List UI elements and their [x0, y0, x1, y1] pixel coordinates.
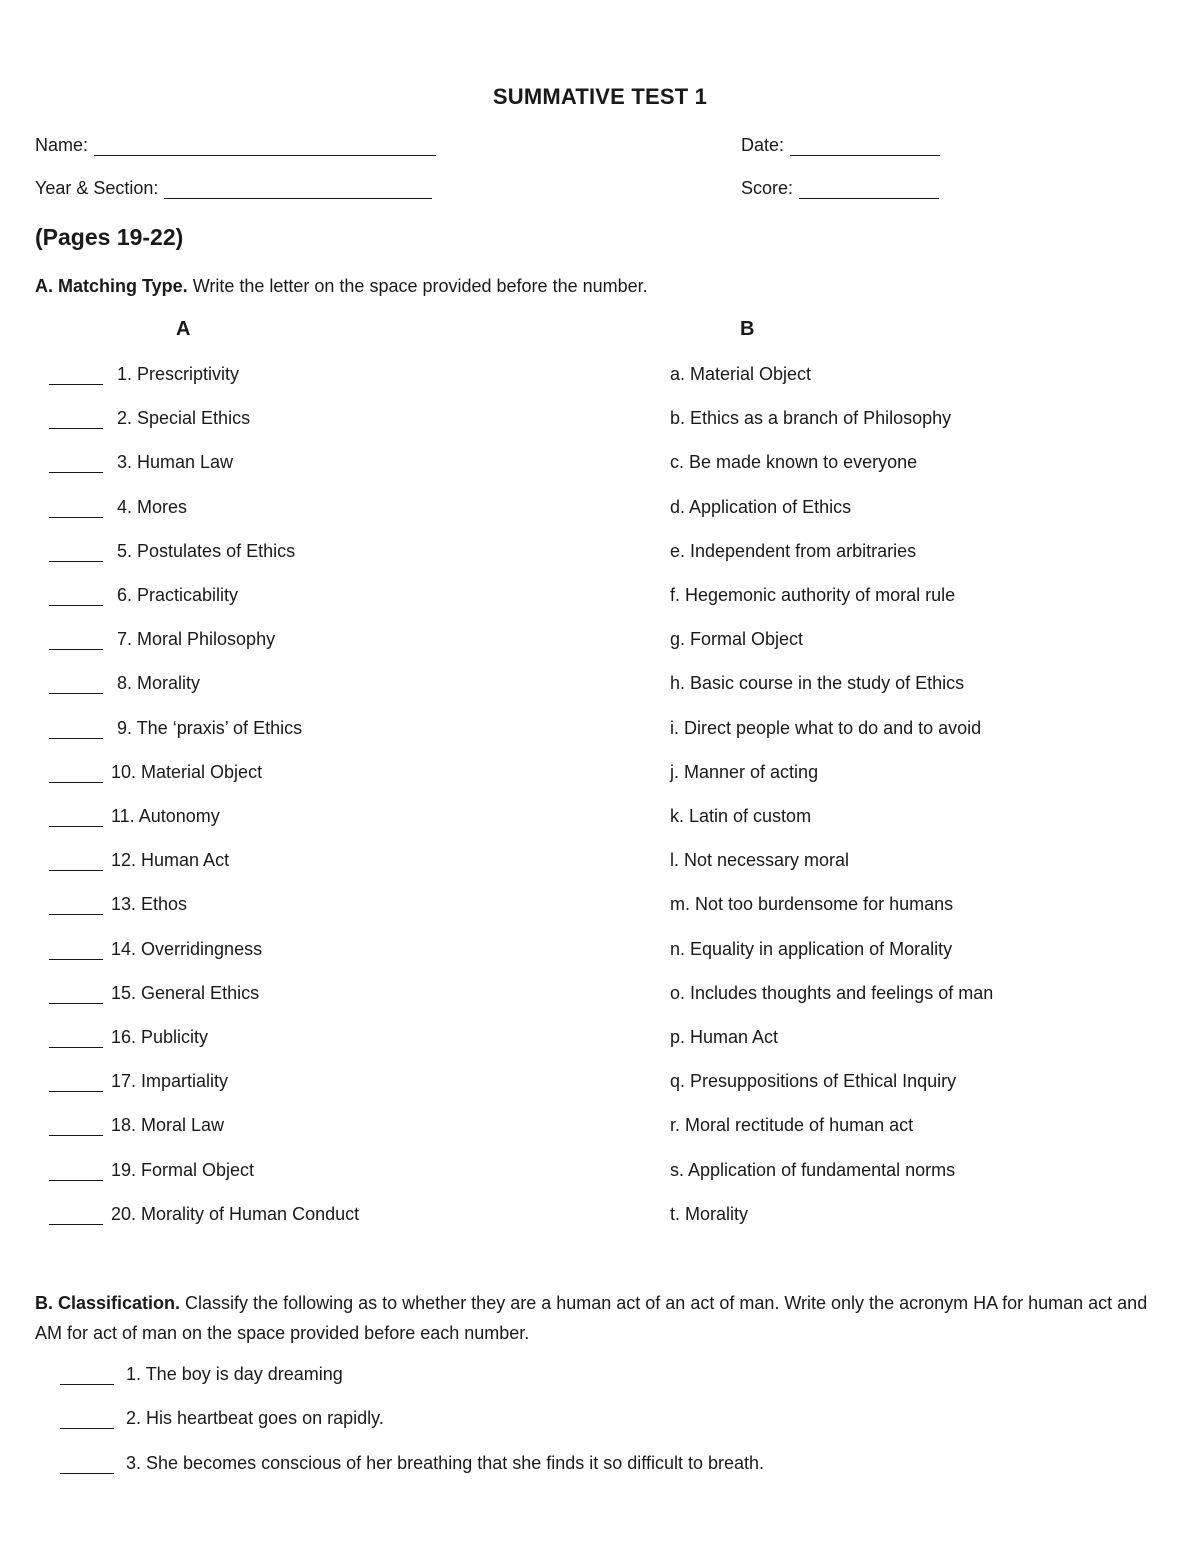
- page-title: SUMMATIVE TEST 1: [492, 84, 708, 109]
- matching-item-a: [49, 541, 295, 562]
- matching-item-a: [49, 1204, 359, 1225]
- matching-item-b: h. Basic course in the study of Ethics: [670, 673, 965, 693]
- date-blank[interactable]: [790, 137, 940, 156]
- matching-item-b: g. Formal Object: [670, 629, 804, 649]
- name-label: Name:: [35, 135, 89, 155]
- answer-blank[interactable]: [60, 1455, 114, 1474]
- answer-blank[interactable]: [49, 720, 103, 739]
- answer-blank[interactable]: [49, 543, 103, 562]
- matching-item-b: f. Hegemonic authority of moral rule: [670, 585, 956, 605]
- pages-label: (Pages 19-22): [35, 224, 184, 250]
- answer-blank[interactable]: [60, 1366, 114, 1385]
- answer-blank[interactable]: [49, 764, 103, 783]
- matching-item-a: [49, 1027, 208, 1048]
- answer-blank[interactable]: [49, 454, 103, 473]
- score-blank[interactable]: [799, 180, 939, 199]
- matching-item-a-label: 8. Morality: [117, 673, 201, 693]
- matching-item-a-label: 20. Morality of Human Conduct: [111, 1204, 360, 1224]
- matching-item-a-label: 1. Prescriptivity: [117, 364, 240, 384]
- section-a-heading: A. Matching Type.: [35, 276, 188, 296]
- matching-item-a: [49, 1160, 254, 1181]
- answer-blank[interactable]: [49, 985, 103, 1004]
- matching-item-b: c. Be made known to everyone: [670, 452, 918, 472]
- section-b-text: Classify the following as to whether they are a human act of an act of man. Write only the acronym HA for human act and AM for act of man on the space provided before each number.: [35, 1293, 1148, 1343]
- matching-item-a: [49, 850, 229, 871]
- matching-item-b: k. Latin of custom: [670, 806, 812, 826]
- classification-item: [60, 1453, 764, 1474]
- matching-item-a: [49, 408, 250, 429]
- matching-item-a-label: 13. Ethos: [111, 894, 188, 914]
- matching-item-a: [49, 497, 187, 518]
- matching-item-b: m. Not too burdensome for humans: [670, 894, 954, 914]
- answer-blank[interactable]: [49, 1162, 103, 1181]
- name-field: [35, 135, 436, 156]
- section-b-heading: B. Classification.: [35, 1293, 181, 1313]
- matching-item-a: [49, 1071, 228, 1092]
- section-a-text: Write the letter on the space provided before the number.: [187, 276, 648, 296]
- matching-item-a-label: 11. Autonomy: [111, 806, 220, 826]
- matching-item-a: [49, 629, 275, 650]
- matching-item-a-label: 18. Moral Law: [111, 1115, 225, 1135]
- matching-item-b: n. Equality in application of Morality: [670, 939, 953, 959]
- date-label: Date:: [741, 135, 785, 155]
- matching-item-a-label: 10. Material Object: [111, 762, 263, 782]
- classification-item: [60, 1408, 384, 1429]
- matching-item-a-label: 6. Practicability: [117, 585, 239, 605]
- section-b-instruction: [35, 1288, 1155, 1348]
- answer-blank[interactable]: [49, 631, 103, 650]
- matching-item-a-label: 17. Impartiality: [111, 1071, 229, 1091]
- date-field: [741, 135, 940, 156]
- matching-item-b: d. Application of Ethics: [670, 497, 852, 517]
- matching-item-a: [49, 894, 187, 915]
- classification-item-label: 2. His heartbeat goes on rapidly.: [126, 1408, 384, 1428]
- name-blank[interactable]: [94, 137, 436, 156]
- matching-item-b: l. Not necessary moral: [670, 850, 850, 870]
- matching-item-b: p. Human Act: [670, 1027, 779, 1047]
- answer-blank[interactable]: [49, 587, 103, 606]
- matching-item-a-label: 3. Human Law: [117, 452, 234, 472]
- matching-item-a-label: 7. Moral Philosophy: [117, 629, 276, 649]
- matching-item-a-label: 15. General Ethics: [111, 983, 260, 1003]
- answer-blank[interactable]: [49, 1206, 103, 1225]
- matching-item-b: o. Includes thoughts and feelings of man: [670, 983, 994, 1003]
- matching-item-b: r. Moral rectitude of human act: [670, 1115, 914, 1135]
- answer-blank[interactable]: [49, 808, 103, 827]
- matching-item-b: q. Presuppositions of Ethical Inquiry: [670, 1071, 957, 1091]
- matching-item-a-label: 2. Special Ethics: [117, 408, 251, 428]
- classification-item-label: 3. She becomes conscious of her breathing that she finds it so difficult to breath.: [126, 1453, 765, 1473]
- matching-item-a: [49, 939, 262, 960]
- matching-item-b: e. Independent from arbitraries: [670, 541, 917, 561]
- matching-item-a: [49, 585, 238, 606]
- matching-item-a: [49, 718, 302, 739]
- score-label: Score:: [741, 178, 794, 198]
- matching-item-a-label: 5. Postulates of Ethics: [117, 541, 296, 561]
- answer-blank[interactable]: [49, 366, 103, 385]
- matching-item-a: [49, 1115, 224, 1136]
- year-section-label: Year & Section:: [35, 178, 159, 198]
- matching-item-a: [49, 673, 200, 694]
- matching-item-a-label: 16. Publicity: [111, 1027, 209, 1047]
- answer-blank[interactable]: [49, 675, 103, 694]
- year-section-blank[interactable]: [164, 180, 432, 199]
- answer-blank[interactable]: [60, 1410, 114, 1429]
- matching-item-a-label: 14. Overridingness: [111, 939, 263, 959]
- matching-item-a-label: 4. Mores: [117, 497, 188, 517]
- matching-item-a: [49, 364, 239, 385]
- answer-blank[interactable]: [49, 499, 103, 518]
- column-a-heading: A: [176, 318, 191, 340]
- answer-blank[interactable]: [49, 896, 103, 915]
- matching-item-a: [49, 452, 233, 473]
- matching-item-a-label: 19. Formal Object: [111, 1160, 255, 1180]
- answer-blank[interactable]: [49, 1029, 103, 1048]
- answer-blank[interactable]: [49, 410, 103, 429]
- matching-item-b: t. Morality: [670, 1204, 749, 1224]
- matching-item-b: i. Direct people what to do and to avoid: [670, 718, 982, 738]
- column-b-heading: B: [740, 318, 755, 340]
- answer-blank[interactable]: [49, 941, 103, 960]
- year-section-field: [35, 178, 432, 199]
- answer-blank[interactable]: [49, 1073, 103, 1092]
- matching-item-a: [49, 762, 262, 783]
- matching-item-b: s. Application of fundamental norms: [670, 1160, 956, 1180]
- matching-item-b: b. Ethics as a branch of Philosophy: [670, 408, 952, 428]
- matching-item-a-label: 9. The ‘praxis’ of Ethics: [117, 718, 303, 738]
- section-a-instruction: [35, 271, 1155, 301]
- matching-item-a: [49, 806, 220, 827]
- matching-item-a: [49, 983, 259, 1004]
- score-field: [741, 178, 939, 199]
- matching-item-b: j. Manner of acting: [670, 762, 819, 782]
- matching-item-a-label: 12. Human Act: [111, 850, 230, 870]
- answer-blank[interactable]: [49, 852, 103, 871]
- matching-item-b: a. Material Object: [670, 364, 812, 384]
- classification-item: [60, 1364, 343, 1385]
- answer-blank[interactable]: [49, 1117, 103, 1136]
- classification-item-label: 1. The boy is day dreaming: [126, 1364, 343, 1384]
